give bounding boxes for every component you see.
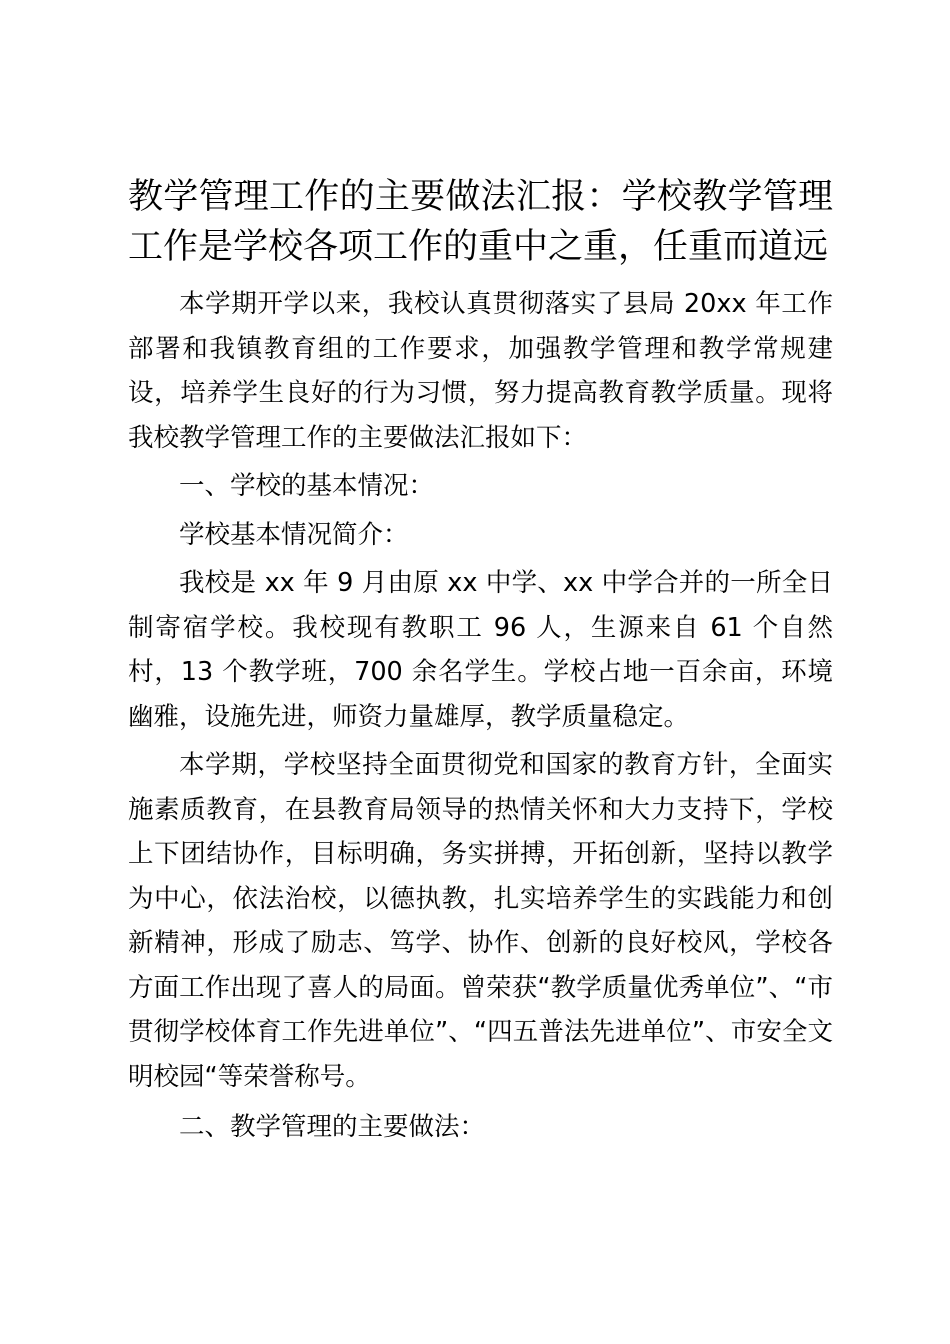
semester-summary-paragraph: 本学期，学校坚持全面贯彻党和国家的教育方针，全面实施素质教育，在县教育局领导的热情关怀和大力支持下，学校上下团结协作，目标明确，务实拼搏，开拓创新，坚持以教学为中心，依法治校，以德执教，扎实培养学生的实践能力和创新精神，形成了励志、笃学、协作、创新的良好校风，学校各方面工作出现了喜人的局面。曾荣获“教学质量优秀单位”、“市贯彻学校体育工作先进单位”、“四五普法先进单位”、市安全文明校园“等荣誉称号。	[128, 750, 833, 1092]
title-spacer	[128, 272, 833, 282]
school-intro-paragraph: 我校是 xx 年 9 月由原 xx 中学、xx 中学合并的一所全日制寄宿学校。我校现有教职工 96 人，生源来自 61 个自然村，13 个教学班，700 余名学生。学校占地一百余亩，环境幽雅，设施先进，师资力量雄厚，教学质量稳定。	[128, 568, 833, 732]
document-title: 教学管理工作的主要做法汇报：学校教学管理工作是学校各项工作的重中之重，任重而道远	[128, 177, 833, 267]
document-page	[128, 172, 833, 1150]
subsection-heading-school-intro: 学校基本情况简介：	[179, 519, 409, 550]
section-heading-basic-info: 一、学校的基本情况：	[179, 471, 435, 501]
intro-paragraph: 本学期开学以来，我校认真贯彻落实了县局 20xx 年工作部署和我镇教育组的工作要求，加强教学管理和教学常规建设，培养学生良好的行为习惯，努力提高教育教学质量。现将我校教学管理工作的主要做法汇报如下：	[128, 289, 833, 453]
section-heading-main-practices: 二、教学管理的主要做法：	[179, 1112, 486, 1142]
